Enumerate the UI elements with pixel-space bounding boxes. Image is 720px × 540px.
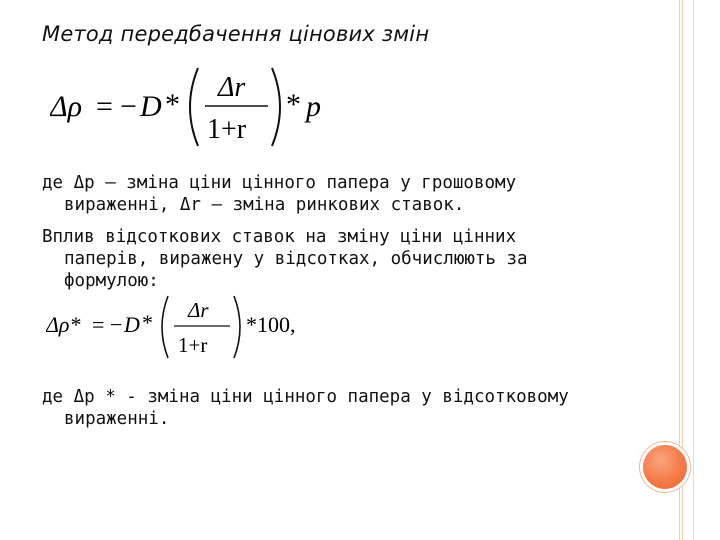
paragraph-line: формулою: [64, 271, 159, 291]
formula-tail: *100, [246, 312, 296, 337]
formula-multiply: * [142, 310, 153, 335]
formula-minus: − [120, 90, 137, 123]
paragraph-line: вираженні. [64, 409, 170, 429]
formula-percent-change [46, 292, 316, 362]
paragraph-rate-impact [42, 226, 528, 292]
right-paren [234, 296, 240, 358]
left-paren [190, 68, 198, 146]
decorative-frame-line-outer [693, 0, 694, 540]
paragraph-definition-2 [42, 386, 569, 430]
paragraph-line: де Δр – зміна ціни цінного папера у грошовому [42, 173, 517, 193]
formula-duration: D [124, 312, 140, 337]
paragraph-line: паперів, виражену у відсотках, обчислюють за [64, 249, 528, 269]
formula-lhs: Δρ [50, 90, 83, 123]
formula-lhs: Δρ* [46, 312, 81, 337]
formula-denominator: 1+r [207, 114, 247, 145]
decorative-orange-circle [643, 445, 687, 489]
formula-denominator: 1+r [178, 333, 208, 357]
formula-numerator: Δr [218, 72, 246, 103]
formula-equals: = [92, 312, 105, 337]
formula-equals: = [96, 90, 113, 123]
formula-price-change [50, 62, 340, 152]
formula-minus: − [110, 312, 123, 337]
formula-duration: D [140, 90, 162, 123]
formula-price: p [306, 90, 321, 123]
paragraph-line: вираженні, Δr – зміна ринкових ставок. [64, 195, 465, 215]
formula-multiply: * [165, 88, 180, 121]
slide-title: Метод передбачення цінових змін [42, 22, 430, 46]
paragraph-line: Вплив відсоткових ставок на зміну ціни цінних [42, 227, 517, 247]
paragraph-line: де Δр * - зміна ціни цінного папера у відсотковому [42, 387, 569, 407]
left-paren [162, 296, 168, 358]
right-paren [272, 68, 280, 146]
formula-numerator: Δr [188, 298, 209, 322]
formula-multiply-2: * [286, 88, 301, 121]
paragraph-definition-1 [42, 172, 516, 216]
